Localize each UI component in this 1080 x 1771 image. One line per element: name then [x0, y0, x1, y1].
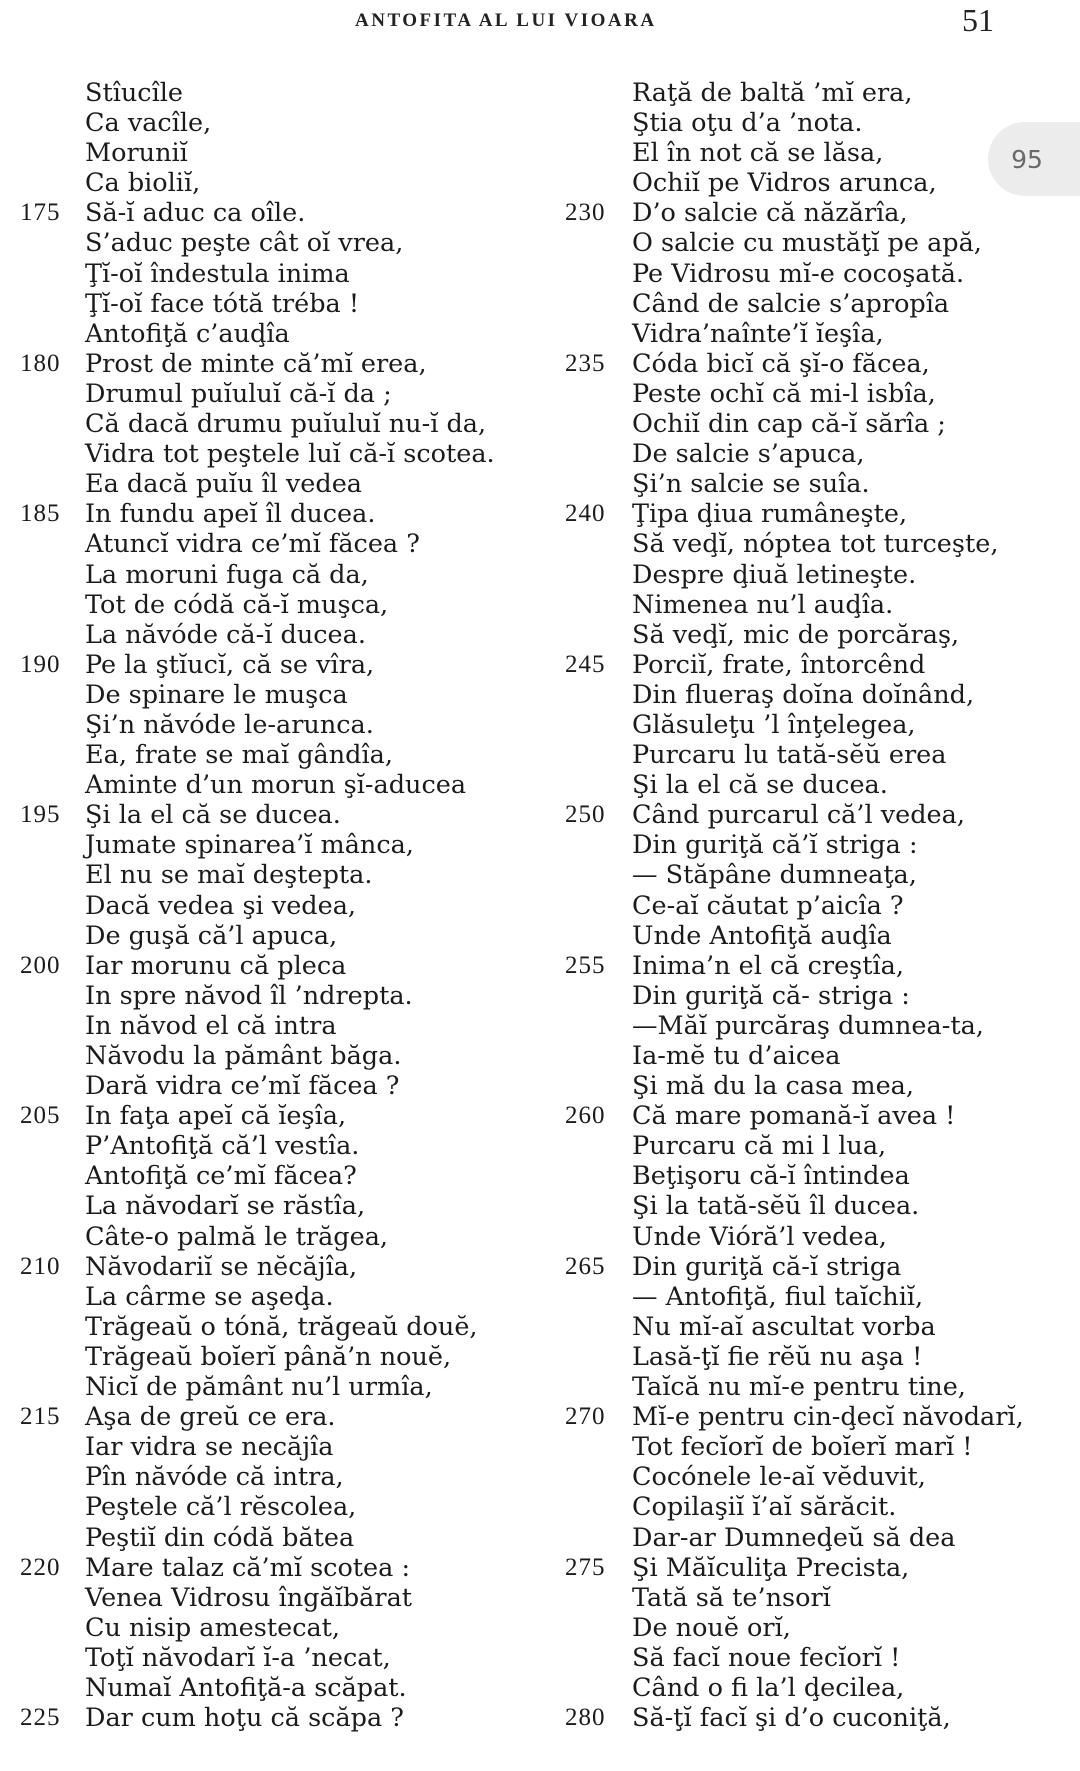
- verse-line: [20, 981, 540, 1011]
- verse-line: [565, 740, 1065, 770]
- verse-line: [20, 138, 540, 168]
- verse-text: Despre ḑiuă letineşte.: [632, 559, 917, 590]
- verse-text: Când purcarul că’l vedea,: [632, 800, 965, 831]
- verse-line: [20, 1101, 540, 1131]
- running-title: ANTOFITA AL LUI VIOARA: [355, 10, 657, 31]
- verse-line: [20, 1282, 540, 1312]
- verse-line: [20, 860, 540, 890]
- verse-line: [565, 1161, 1065, 1191]
- line-number: 270: [565, 1403, 606, 1431]
- verse-line: [565, 1523, 1065, 1553]
- line-number: 260: [565, 1102, 606, 1130]
- verse-text: Cu nisip amestecat,: [85, 1612, 341, 1643]
- verse-text: Trăgeaŭ boĭerĭ până’n nouĕ,: [85, 1341, 452, 1372]
- verse-line: [20, 1312, 540, 1342]
- verse-text: Mĭ-e pentru cin-ḑecĭ năvodarĭ,: [632, 1402, 1024, 1433]
- line-number: 200: [20, 951, 61, 979]
- verse-text: De salcie s’apuca,: [632, 439, 865, 470]
- verse-text: Unde Vióră’l vedea,: [632, 1221, 887, 1252]
- verse-line: [20, 951, 540, 981]
- verse-line: [565, 860, 1065, 890]
- line-number: 275: [565, 1553, 606, 1581]
- verse-text: P’Antofiţă că’l vestîa.: [85, 1131, 360, 1162]
- verse-text: Şi Măĭculiţa Precista,: [632, 1552, 910, 1583]
- verse-line: [20, 770, 540, 800]
- verse-text: Prost de minte că’mĭ erea,: [85, 348, 427, 379]
- verse-text: Şi la el că se ducea.: [85, 800, 341, 831]
- verse-line: [565, 1492, 1065, 1522]
- verse-line: [20, 409, 540, 439]
- verse-line: [565, 710, 1065, 740]
- verse-text: Că mare pomană-ĭ avea !: [632, 1101, 956, 1132]
- verse-text: Dar cum hoţu că scăpa ?: [85, 1703, 404, 1734]
- verse-text: Pîn năvóde că intra,: [85, 1462, 344, 1493]
- verse-text: Copilaşiĭ ĭ’aĭ sărăcit.: [632, 1492, 897, 1523]
- verse-line: [20, 740, 540, 770]
- verse-text: Ca vacîle,: [85, 108, 212, 139]
- verse-line: [565, 921, 1065, 951]
- verse-line: [565, 1342, 1065, 1372]
- verse-text: La moruni fuga că da,: [85, 559, 369, 590]
- verse-line: [565, 78, 1065, 108]
- verse-line: [20, 349, 540, 379]
- verse-text: Dară vidra ce’mĭ făcea ?: [85, 1071, 400, 1102]
- verse-text: Să veḑĭ, mic de porcăraş,: [632, 619, 960, 650]
- verse-text: De spinare le muşca: [85, 679, 348, 710]
- verse-text: Dar-ar Dumneḑeŭ să dea: [632, 1522, 956, 1553]
- verse-text: Ea dacă puĭu îl vedea: [85, 469, 363, 500]
- verse-line: [565, 198, 1065, 228]
- verse-text: Cocónele le-aĭ vĕduvit,: [632, 1462, 926, 1493]
- verse-line: [565, 168, 1065, 198]
- verse-line: [565, 770, 1065, 800]
- verse-text: Nu mĭ-aĭ ascultat vorba: [632, 1311, 936, 1342]
- verse-line: [20, 590, 540, 620]
- verse-text: Glăsuleţu ’l înţelegea,: [632, 709, 916, 740]
- verse-text: Când de salcie s’apropîa: [632, 288, 950, 319]
- verse-line: [20, 560, 540, 590]
- verse-line: [565, 1432, 1065, 1462]
- verse-text: Lasă-ţĭ fie rĕŭ nu aşa !: [632, 1341, 923, 1372]
- verse-text: Unde Antofiţă auḑîa: [632, 920, 892, 951]
- verse-line: [20, 921, 540, 951]
- verse-line: [565, 228, 1065, 258]
- verse-line: [20, 1703, 540, 1733]
- verse-line: [565, 1041, 1065, 1071]
- line-number: 225: [20, 1704, 61, 1732]
- verse-line: [20, 1462, 540, 1492]
- verse-text: Antofiţă c’auḑîa: [85, 318, 290, 349]
- verse-text: —Măĭ purcăraş dumnea-ta,: [632, 1010, 984, 1041]
- line-number: 215: [20, 1403, 61, 1431]
- verse-line: [20, 1402, 540, 1432]
- line-number: 220: [20, 1553, 61, 1581]
- verse-text: Peste ochĭ că mi-l isbîa,: [632, 378, 936, 409]
- verse-text: El nu se maĭ deştepta.: [85, 860, 373, 891]
- verse-text: Tot fecĭorĭ de boĭerĭ marĭ !: [632, 1432, 973, 1463]
- verse-text: Nicĭ de pământ nu’l urmîa,: [85, 1372, 433, 1403]
- verse-line: [565, 1402, 1065, 1432]
- verse-line: [565, 1282, 1065, 1312]
- verse-text: Câte-o palmă le trăgea,: [85, 1221, 389, 1252]
- verse-line: [20, 1492, 540, 1522]
- verse-text: S’aduc peşte cât oĭ vrea,: [85, 228, 404, 259]
- verse-text: — Stăpâne dumneaţa,: [632, 860, 917, 891]
- verse-text: Să veḑĭ, nóptea tot turceşte,: [632, 529, 999, 560]
- verse-text: La năvóde că-ĭ ducea.: [85, 619, 366, 650]
- verse-text: Ochiĭ pe Vidros arunca,: [632, 168, 937, 199]
- verse-line: [20, 1553, 540, 1583]
- verse-line: [20, 1222, 540, 1252]
- verse-text: Vidra’naînte’ĭ ĭeşîa,: [632, 318, 884, 349]
- verse-line: [565, 1131, 1065, 1161]
- line-number: 255: [565, 951, 606, 979]
- verse-text: Iar morunu că pleca: [85, 950, 347, 981]
- verse-line: [20, 1011, 540, 1041]
- verse-line: [20, 78, 540, 108]
- verse-text: Porciĭ, frate, întorcênd: [632, 649, 926, 680]
- verse-line: [565, 1101, 1065, 1131]
- verse-line: [565, 1372, 1065, 1402]
- verse-line: [565, 1011, 1065, 1041]
- verse-text: Dacă vedea şi vedea,: [85, 890, 357, 921]
- verse-text: Peştiĭ din códă bătea: [85, 1522, 355, 1553]
- verse-line: [20, 891, 540, 921]
- verse-line: [20, 1643, 540, 1673]
- verse-line: [20, 228, 540, 258]
- verse-line: [565, 1613, 1065, 1643]
- verse-text: Venea Vidrosu îngăĭbărat: [85, 1582, 413, 1613]
- verse-line: [565, 1673, 1065, 1703]
- verse-line: [20, 168, 540, 198]
- verse-line: [20, 1583, 540, 1613]
- line-number: 195: [20, 801, 61, 829]
- verse-text: Aminte d’un morun şĭ-aducea: [85, 770, 467, 801]
- verse-line: [565, 981, 1065, 1011]
- verse-text: Ca bioliĭ,: [85, 168, 201, 199]
- verse-line: [20, 1161, 540, 1191]
- verse-text: De nouĕ orĭ,: [632, 1612, 791, 1643]
- verse-text: Atuncĭ vidra ce’mĭ făcea ?: [85, 529, 420, 560]
- verse-text: Moruniĭ: [85, 138, 188, 169]
- verse-text: In spre năvod îl ’ndrepta.: [85, 980, 413, 1011]
- verse-text: Ţĭ-oĭ îndestula inima: [85, 258, 350, 289]
- verse-line: [565, 1252, 1065, 1282]
- verse-line: [565, 680, 1065, 710]
- verse-text: El în not că se lăsa,: [632, 138, 884, 169]
- verse-text: La năvodarĭ se răstîa,: [85, 1191, 366, 1222]
- line-number: 180: [20, 349, 61, 377]
- verse-text: Purcaru că mi l lua,: [632, 1131, 887, 1162]
- verse-text: Pe Vidrosu mĭ-e cocoşată.: [632, 258, 965, 289]
- verse-text: Toţĭ năvodarĭ ĭ-a ’necat,: [85, 1642, 391, 1673]
- verse-line: [565, 499, 1065, 529]
- verse-text: Să-ĭ aduc ca oîle.: [85, 198, 306, 229]
- line-number: 230: [565, 199, 606, 227]
- verse-line: [20, 529, 540, 559]
- verse-line: [565, 560, 1065, 590]
- verse-text: Din guriţă că-ĭ striga: [632, 1251, 902, 1282]
- verse-text: O salcie cu mustăţĭ pe apă,: [632, 228, 982, 259]
- verse-line: [565, 1191, 1065, 1221]
- verse-text: D’o salcie că năzărîa,: [632, 198, 908, 229]
- verse-text: Ţipa ḑiua rumâneşte,: [632, 499, 908, 530]
- verse-line: [20, 1372, 540, 1402]
- verse-text: Inima’n el că creştîa,: [632, 950, 904, 981]
- verse-line: [20, 680, 540, 710]
- page-number: 51: [962, 2, 994, 38]
- verse-text: Şi la tată-sĕŭ îl ducea.: [632, 1191, 920, 1222]
- verse-text: Că dacă drumu puĭuluĭ nu-ĭ da,: [85, 409, 487, 440]
- verse-line: [565, 409, 1065, 439]
- verse-line: [565, 379, 1065, 409]
- verse-line: [565, 650, 1065, 680]
- verse-text: Ştia oţu d’a ’nota.: [632, 108, 863, 139]
- line-number: 280: [565, 1704, 606, 1732]
- page-badge[interactable]: 95: [988, 122, 1080, 196]
- verse-text: Ea, frate se maĭ gândîa,: [85, 740, 393, 771]
- verse-line: [565, 1222, 1065, 1252]
- line-number: 190: [20, 650, 61, 678]
- verse-text: Iar vidra se necăjîa: [85, 1432, 334, 1463]
- verse-text: — Antofiţă, fiul taĭchiĭ,: [632, 1281, 924, 1312]
- verse-line: [565, 439, 1065, 469]
- verse-line: [565, 891, 1065, 921]
- verse-line: [20, 1191, 540, 1221]
- verse-line: [20, 289, 540, 319]
- verse-text: De guşă că’l apuca,: [85, 920, 338, 951]
- verse-text: Aşa de greŭ ce era.: [85, 1402, 336, 1433]
- verse-line: [565, 1462, 1065, 1492]
- verse-text: Peştele că’l rĕscolea,: [85, 1492, 357, 1523]
- verse-text: Şi’n năvóde le-arunca.: [85, 709, 374, 740]
- verse-line: [20, 620, 540, 650]
- verse-line: [20, 1041, 540, 1071]
- verse-line: [20, 439, 540, 469]
- verse-line: [565, 620, 1065, 650]
- line-number: 185: [20, 500, 61, 528]
- right-column: [565, 78, 1065, 1733]
- verse-text: Stîucîle: [85, 78, 183, 108]
- verse-line: [565, 529, 1065, 559]
- verse-text: Ia-mĕ tu d’aicea: [632, 1041, 841, 1071]
- verse-line: [20, 800, 540, 830]
- verse-line: [20, 1131, 540, 1161]
- verse-text: Beţişoru că-ĭ întindea: [632, 1161, 910, 1192]
- verse-text: Drumul puĭuluĭ că-ĭ da ;: [85, 378, 392, 409]
- verse-line: [565, 830, 1065, 860]
- verse-text: Din guriţă că- striga :: [632, 980, 910, 1011]
- verse-line: [20, 830, 540, 860]
- verse-text: Taĭcă nu mĭ-e pentru tine,: [632, 1372, 966, 1403]
- verse-line: [20, 108, 540, 138]
- verse-text: Să facĭ noue fecĭorĭ !: [632, 1642, 901, 1673]
- verse-text: Purcaru lu tată-sĕŭ erea: [632, 740, 947, 771]
- line-number: 250: [565, 801, 606, 829]
- verse-line: [565, 1583, 1065, 1613]
- verse-line: [565, 138, 1065, 168]
- verse-text: Năvodariĭ se nĕcăjîa,: [85, 1251, 358, 1282]
- verse-line: [565, 800, 1065, 830]
- verse-line: [20, 1252, 540, 1282]
- verse-line: [20, 379, 540, 409]
- verse-line: [565, 319, 1065, 349]
- line-number: 210: [20, 1252, 61, 1280]
- verse-line: [20, 1613, 540, 1643]
- verse-line: [565, 469, 1065, 499]
- verse-line: [20, 1673, 540, 1703]
- verse-text: Ce-aĭ căutat p’aicîa ?: [632, 890, 904, 921]
- verse-text: Jumate spinarea’ĭ mânca,: [85, 830, 414, 861]
- verse-text: Pe la ştĭucĭ, că se vîra,: [85, 649, 375, 680]
- verse-line: [565, 289, 1065, 319]
- verse-line: [565, 1703, 1065, 1733]
- verse-text: Raţă de baltă ’mĭ era,: [632, 78, 913, 108]
- verse-text: Şi mă du la casa mea,: [632, 1071, 914, 1102]
- verse-line: [20, 198, 540, 228]
- verse-text: Códa bicĭ că şĭ-o făcea,: [632, 348, 930, 379]
- verse-text: Trăgeaŭ o tónă, trăgeaŭ douĕ,: [85, 1311, 478, 1342]
- verse-text: Tată să te’nsorĭ: [632, 1582, 831, 1613]
- verse-line: [565, 1312, 1065, 1342]
- verse-line: [20, 1071, 540, 1101]
- verse-line: [20, 1432, 540, 1462]
- left-column: [20, 78, 540, 1733]
- line-number: 240: [565, 500, 606, 528]
- verse-line: [565, 349, 1065, 379]
- verse-text: In năvod el că intra: [85, 1010, 337, 1041]
- verse-text: La cârme se aşeḑa.: [85, 1281, 334, 1312]
- verse-text: Din flueraş doĭna doĭnând,: [632, 679, 975, 710]
- verse-line: [20, 650, 540, 680]
- line-number: 205: [20, 1102, 61, 1130]
- verse-text: Şi’n salcie se suîa.: [632, 469, 870, 500]
- verse-text: Şi la el că se ducea.: [632, 770, 888, 801]
- verse-text: In faţa apeĭ că ĭeşîa,: [85, 1101, 347, 1132]
- verse-line: [565, 951, 1065, 981]
- verse-text: Nimenea nu’l auḑîa.: [632, 589, 894, 620]
- verse-text: Numaĭ Antofiţă-a scăpat.: [85, 1672, 407, 1703]
- verse-line: [20, 710, 540, 740]
- verse-text: Tot de códă că-ĭ muşca,: [85, 589, 389, 620]
- verse-text: Din guriţă că’ĭ striga :: [632, 830, 918, 861]
- verse-text: Ochiĭ din cap că-ĭ sărîa ;: [632, 409, 946, 440]
- verse-text: Ţĭ-oĭ face tótă tréba !: [85, 288, 360, 319]
- verse-line: [565, 108, 1065, 138]
- verse-line: [565, 590, 1065, 620]
- verse-text: Mare talaz că’mĭ scotea :: [85, 1552, 411, 1583]
- line-number: 265: [565, 1252, 606, 1280]
- verse-line: [20, 499, 540, 529]
- verse-line: [20, 259, 540, 289]
- verse-text: Vidra tot peştele luĭ că-ĭ scotea.: [85, 439, 495, 470]
- verse-line: [20, 1342, 540, 1372]
- line-number: 175: [20, 199, 61, 227]
- verse-text: Năvodu la pământ băga.: [85, 1041, 402, 1071]
- verse-line: [565, 1071, 1065, 1101]
- verse-text: Să-ţĭ facĭ şi d’o cuconiţă,: [632, 1703, 951, 1734]
- verse-line: [20, 469, 540, 499]
- verse-line: [565, 1553, 1065, 1583]
- line-number: 235: [565, 349, 606, 377]
- line-number: 245: [565, 650, 606, 678]
- verse-line: [20, 319, 540, 349]
- verse-line: [565, 259, 1065, 289]
- verse-line: [565, 1643, 1065, 1673]
- verse-text: Când o fi la’l ḑecilea,: [632, 1672, 905, 1703]
- verse-text: Antofiţă ce’mĭ făcea?: [85, 1161, 357, 1192]
- verse-line: [20, 1523, 540, 1553]
- verse-text: In fundu apeĭ îl ducea.: [85, 499, 376, 530]
